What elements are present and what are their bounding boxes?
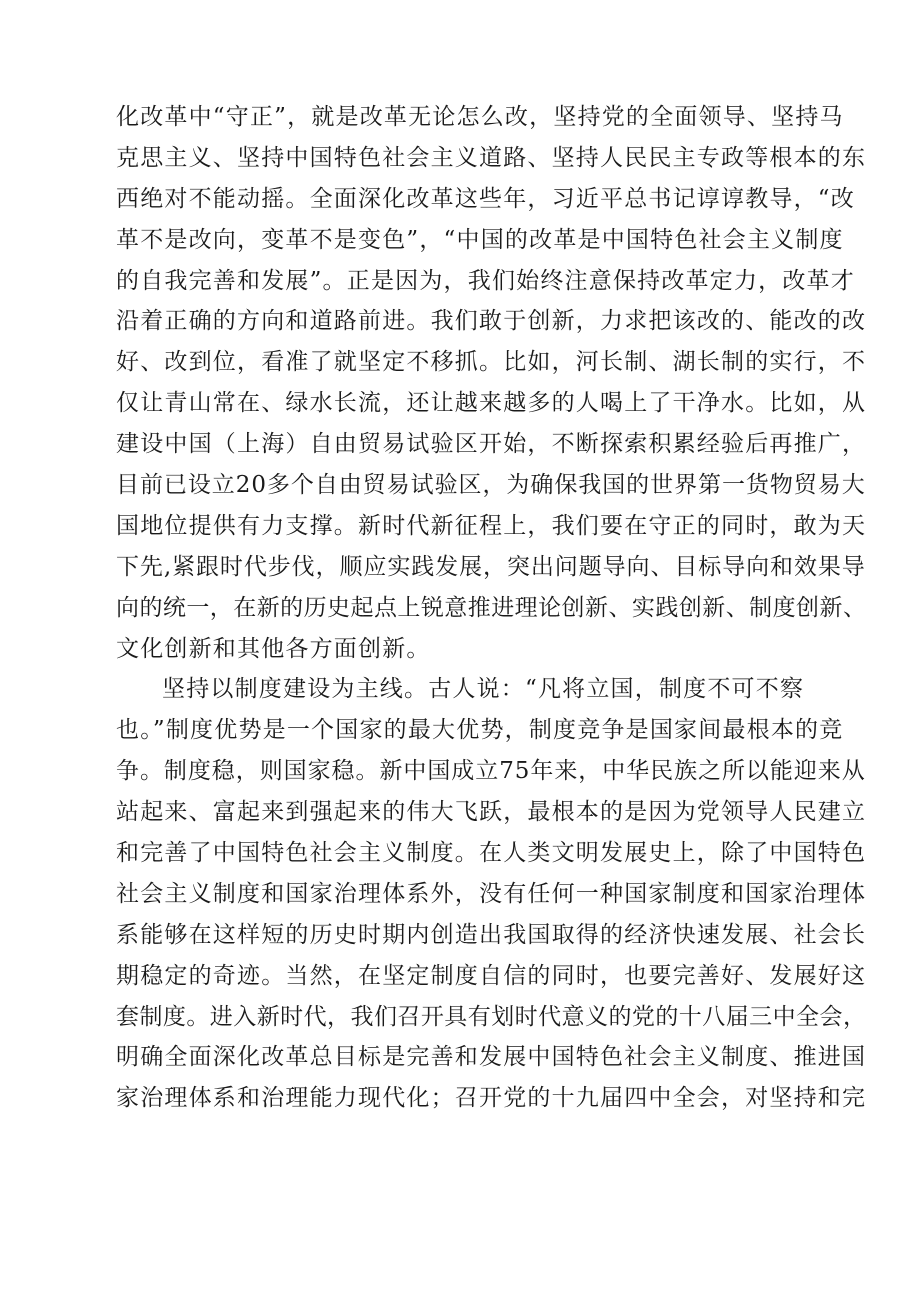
text-line: 系能够在这样短的历史时期内创造出我国取得的经济快速发展、社会长	[116, 921, 867, 948]
text-line: 站起来、富起来到强起来的伟大飞跃，最根本的是因为党领导人民建立	[116, 799, 867, 826]
text-line: 向的统一，在新的历史起点上锐意推进理论创新、实践创新、制度创新、	[116, 594, 867, 621]
text-line: 革不是改向，变革不是变色”，“中国的改革是中国特色社会主义制度	[116, 226, 844, 253]
text-line: 国地位提供有力支撑。新时代新征程上，我们要在守正的同时，敢为天	[116, 512, 867, 539]
text-line: 仅让青山常在、绿水长流，还让越来越多的人喝上了干净水。比如，从	[116, 390, 867, 417]
text-line: 西绝对不能动摇。全面深化改革这些年，习近平总书记谆谆教导，“改	[116, 185, 855, 212]
text-line: 目前已设立20多个自由贸易试验区，为确保我国的世界第一货物贸易大	[116, 472, 866, 499]
text-line: 家治理体系和治理能力现代化；召开党的十九届四中全会，对坚持和完	[116, 1085, 867, 1112]
text-line: 明确全面深化改革总目标是完善和发展中国特色社会主义制度、推进国	[116, 1044, 867, 1071]
text-line: 化改革中“守正”，就是改革无论怎么改，坚持党的全面领导、坚持马	[116, 104, 844, 130]
paragraph-first-line: 坚持以制度建设为主线。古人说：“凡将立国，制度不可不察	[162, 676, 805, 703]
text-line: 期稳定的奇迹。当然，在坚定制度自信的同时，也要完善好、发展好这	[116, 962, 867, 989]
text-line: 的自我完善和发展”。正是因为，我们始终注意保持改革定力，改革才	[116, 267, 855, 294]
text-line: 也。”制度优势是一个国家的最大优势，制度竞争是国家间最根本的竞	[116, 717, 844, 744]
text-line: 建设中国（上海）自由贸易试验区开始，不断探索积累经验后再推广，	[116, 431, 867, 458]
text-line: 好、改到位，看准了就坚定不移抓。比如，河长制、湖长制的实行，不	[116, 349, 867, 376]
text-line: 社会主义制度和国家治理体系外，没有任何一种国家制度和国家治理体	[116, 880, 867, 907]
text-line: 下先,紧跟时代步伐，顺应实践发展，突出问题导向、目标导向和效果导	[116, 553, 866, 580]
text-line: 和完善了中国特色社会主义制度。在人类文明发展史上，除了中国特色	[116, 840, 867, 867]
text-line: 沿着正确的方向和道路前进。我们敢于创新，力求把该改的、能改的改	[116, 308, 867, 335]
text-line: 克思主义、坚持中国特色社会主义道路、坚持人民民主专政等根本的东	[116, 144, 867, 171]
body-text	[116, 97, 867, 1119]
text-line: 文化创新和其他各方面创新。	[116, 635, 431, 662]
text-line: 套制度。进入新时代，我们召开具有划时代意义的党的十八届三中全会，	[116, 1003, 867, 1030]
text-line: 争。制度稳，则国家稳。新中国成立75年来，中华民族之所以能迎来从	[116, 758, 866, 785]
